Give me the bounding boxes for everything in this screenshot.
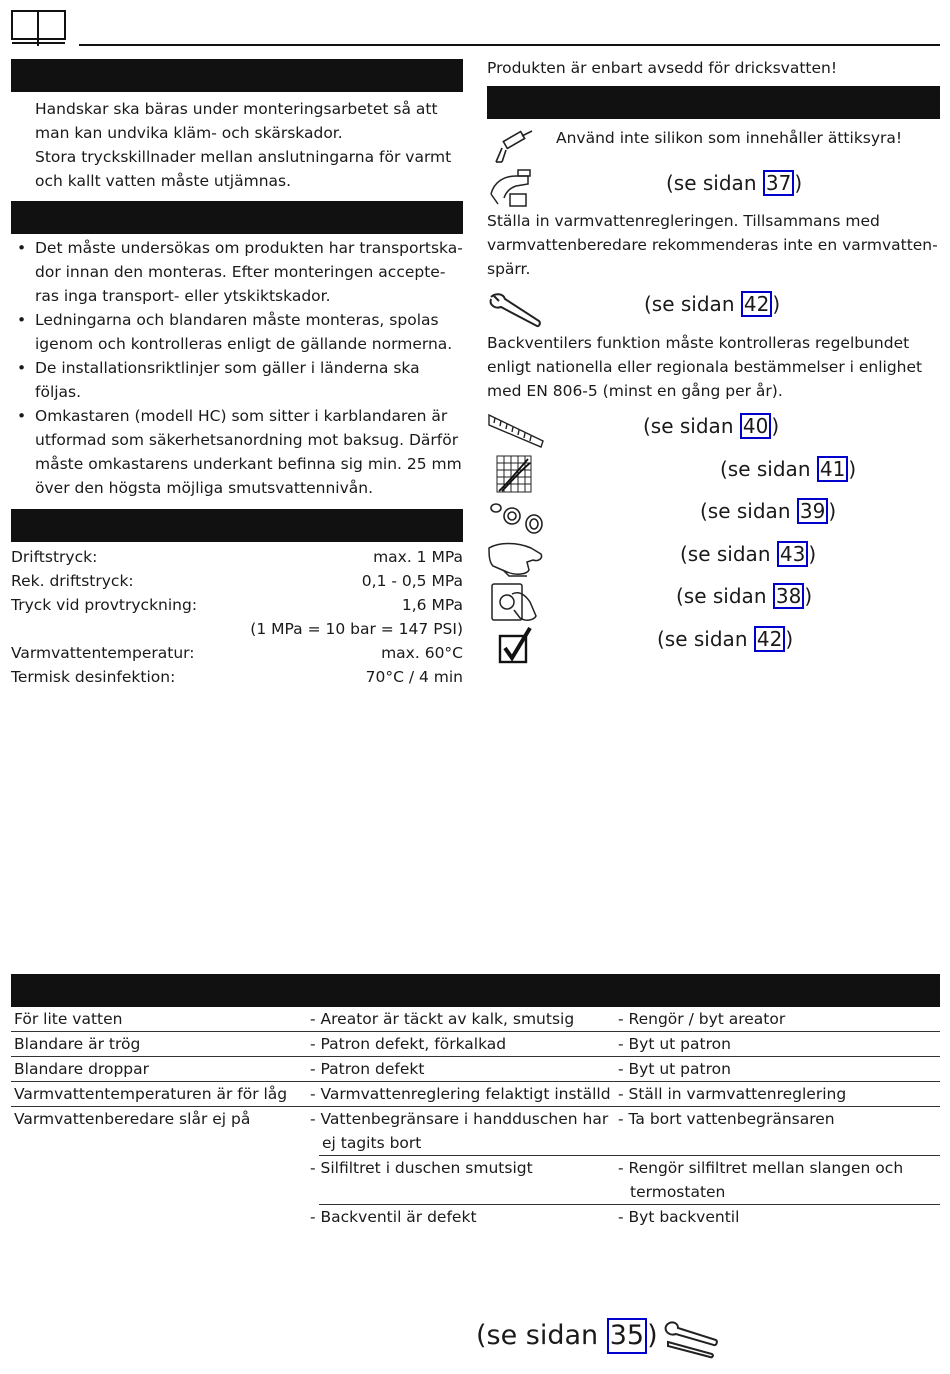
spec-label: Tryck vid provtryckning:	[11, 596, 198, 614]
safety-line: Handskar ska bäras under monteringsarbetet så att	[35, 100, 438, 118]
page-reference	[680, 541, 816, 567]
spec-label: Rek. driftstryck:	[11, 572, 134, 590]
safety-line: Stora tryckskillnader mellan anslutningarna för varmt	[35, 148, 452, 166]
page-reference	[643, 413, 779, 439]
page-link[interactable]: 42	[754, 626, 785, 652]
spec-row	[11, 665, 463, 689]
page-reference	[676, 583, 812, 609]
ref-prefix: (se sidan	[700, 499, 797, 523]
manual-book-icon	[11, 10, 67, 48]
spec-value: 70°C / 4 min	[365, 668, 463, 686]
page-reference	[666, 170, 802, 196]
table-row	[11, 1057, 940, 1082]
ref-prefix: (se sidan	[476, 1320, 607, 1351]
list-item: • Ledningarna och blandaren måste monteras, spolas igenom och kontrolleras enligt de gällande normerna.	[11, 308, 463, 356]
problem-cell	[11, 1205, 319, 1230]
cause-cell: - Areator är täckt av kalk, smutsig	[319, 1007, 627, 1032]
hand-spray-icon	[488, 168, 536, 208]
cause-cell: - Patron defekt, förkalkad	[319, 1032, 627, 1057]
section-bar-troubleshooting	[11, 974, 940, 1007]
spec-value: 0,1 - 0,5 MPa	[361, 572, 463, 590]
cause-cell: - Backventil är defekt	[310, 1208, 477, 1226]
table-row	[11, 1082, 940, 1107]
ref-prefix: (se sidan	[676, 584, 773, 608]
safety-line: och kallt vatten måste utjämnas.	[35, 172, 292, 190]
spec-value: max. 60°C	[381, 644, 463, 662]
remedy-cell: - Rengör / byt areator	[627, 1007, 940, 1032]
ref-suffix: )	[647, 1320, 658, 1351]
spec-label: Driftstryck:	[11, 548, 98, 566]
problem-cell: Varmvattentemperaturen är för låg	[11, 1082, 319, 1107]
wrench-icon	[487, 291, 543, 329]
spec-row	[11, 569, 463, 593]
ref-suffix: )	[785, 627, 794, 651]
page-reference	[720, 456, 856, 482]
remedy-cell: - Byt ut patron	[627, 1057, 940, 1082]
page-reference	[476, 1318, 658, 1354]
ref-suffix: )	[771, 414, 780, 438]
installation-bullet-list	[11, 236, 463, 500]
list-item: • De installationsriktlinjer som gäller i länderna ska följas.	[11, 356, 463, 404]
page-link[interactable]: 39	[797, 498, 828, 524]
page-reference	[700, 498, 836, 524]
cleaning-hand-icon	[487, 540, 545, 578]
cause-cell: - Silfiltret i duschen smutsigt	[319, 1156, 627, 1205]
page-reference	[657, 626, 793, 652]
problem-cell	[11, 1156, 319, 1205]
ref-prefix: (se sidan	[657, 627, 754, 651]
hot-water-line: Ställa in varmvattenregleringen. Tillsammans med	[487, 212, 880, 230]
header-rule	[79, 44, 940, 46]
hot-water-line: spärr.	[487, 260, 531, 278]
spec-label: Termisk desinfektion:	[11, 668, 176, 686]
ref-suffix: )	[794, 171, 803, 195]
hot-water-line: varmvattenberedare rekommenderas inte en varmvatten-	[487, 236, 938, 254]
section-bar-safety	[11, 59, 463, 92]
ref-suffix: )	[772, 292, 781, 316]
spec-row	[11, 617, 463, 641]
spec-label: Varmvattentemperatur:	[11, 644, 195, 662]
page-link[interactable]: 42	[741, 291, 772, 317]
sealant-gun-icon	[492, 128, 534, 166]
ref-prefix: (se sidan	[720, 457, 817, 481]
tools-icon	[662, 1318, 720, 1358]
ref-suffix: )	[848, 457, 857, 481]
dimension-ruler-icon	[487, 411, 545, 449]
section-bar-technical-data	[11, 509, 463, 542]
page-link[interactable]: 43	[777, 541, 808, 567]
spec-value: max. 1 MPa	[373, 548, 463, 566]
ref-prefix: (se sidan	[666, 171, 763, 195]
table-row	[11, 1107, 940, 1156]
backflow-line: med EN 806-5 (minst en gång per år).	[487, 382, 783, 400]
ref-prefix: (se sidan	[680, 542, 777, 566]
table-row	[11, 1205, 940, 1230]
cause-cell: - Varmvattenreglering felaktigt inställd	[319, 1082, 627, 1107]
cause-cell: - Patron defekt	[319, 1057, 627, 1082]
problem-cell: Blandare droppar	[11, 1057, 319, 1082]
spec-row	[11, 593, 463, 617]
problem-cell: Blandare är trög	[11, 1032, 319, 1057]
remedy-cell: - Ta bort vattenbegränsaren	[627, 1107, 940, 1156]
page-link[interactable]: 35	[607, 1318, 647, 1354]
remedy-cell: - Rengör silfiltret mellan slangen och termostaten	[627, 1156, 940, 1205]
page-reference	[644, 291, 780, 317]
remedy-cell: - Ställ in varmvattenreglering	[627, 1082, 940, 1107]
spec-row	[11, 545, 463, 569]
flow-diagram-icon	[496, 455, 532, 493]
page-link[interactable]: 38	[773, 583, 804, 609]
cause-cell: - Vattenbegränsare i handduschen har ej tagits bort	[319, 1107, 627, 1156]
spec-value: 1,6 MPa	[401, 596, 463, 614]
drinking-water-note: Produkten är enbart avsedd för dricksvatten!	[487, 59, 838, 77]
page-link[interactable]: 40	[740, 413, 771, 439]
checkmark-box-icon	[498, 626, 532, 664]
remedy-cell: - Byt backventil	[618, 1208, 740, 1226]
table-row	[11, 1156, 940, 1205]
spec-row	[11, 641, 463, 665]
page-link[interactable]: 37	[763, 170, 794, 196]
ref-suffix: )	[804, 584, 813, 608]
table-row	[11, 1032, 940, 1057]
silicone-note: Använd inte silikon som innehåller ättiksyra!	[556, 129, 903, 147]
list-item: • Omkastaren (modell HC) som sitter i karblandaren är utformad som säkerhetsanordning mot baksug. Därför måste omkastarens underkant befinna sig min. 25 mm över den högsta möjliga smutsvattennivån.	[11, 404, 463, 500]
problem-cell: Varmvattenberedare slår ej på	[14, 1110, 251, 1128]
list-item: • Det måste undersökas om produkten har transportska-dor innan den monteras. Efter monteringen accepte-ras inga transport- eller ytskiktskador.	[11, 236, 463, 308]
operation-hand-icon	[490, 580, 538, 624]
spec-value: (1 MPa = 10 bar = 147 PSI)	[250, 620, 463, 638]
ref-suffix: )	[828, 499, 837, 523]
section-bar-installation	[11, 201, 463, 234]
backflow-line: enligt nationella eller regionala bestämmelser i enlighet	[487, 358, 923, 376]
ref-prefix: (se sidan	[644, 292, 741, 316]
table-row	[11, 1007, 940, 1032]
ref-suffix: )	[808, 542, 817, 566]
troubleshooting-table	[11, 1007, 940, 1229]
page-link[interactable]: 41	[817, 456, 848, 482]
spare-parts-icon	[488, 500, 544, 536]
problem-cell: För lite vatten	[11, 1007, 319, 1032]
safety-line: man kan undvika kläm- och skärskador.	[35, 124, 343, 142]
backflow-line: Backventilers funktion måste kontrolleras regelbundet	[487, 334, 910, 352]
section-bar-installation-notes	[487, 86, 940, 119]
remedy-cell: - Byt ut patron	[627, 1032, 940, 1057]
ref-prefix: (se sidan	[643, 414, 740, 438]
